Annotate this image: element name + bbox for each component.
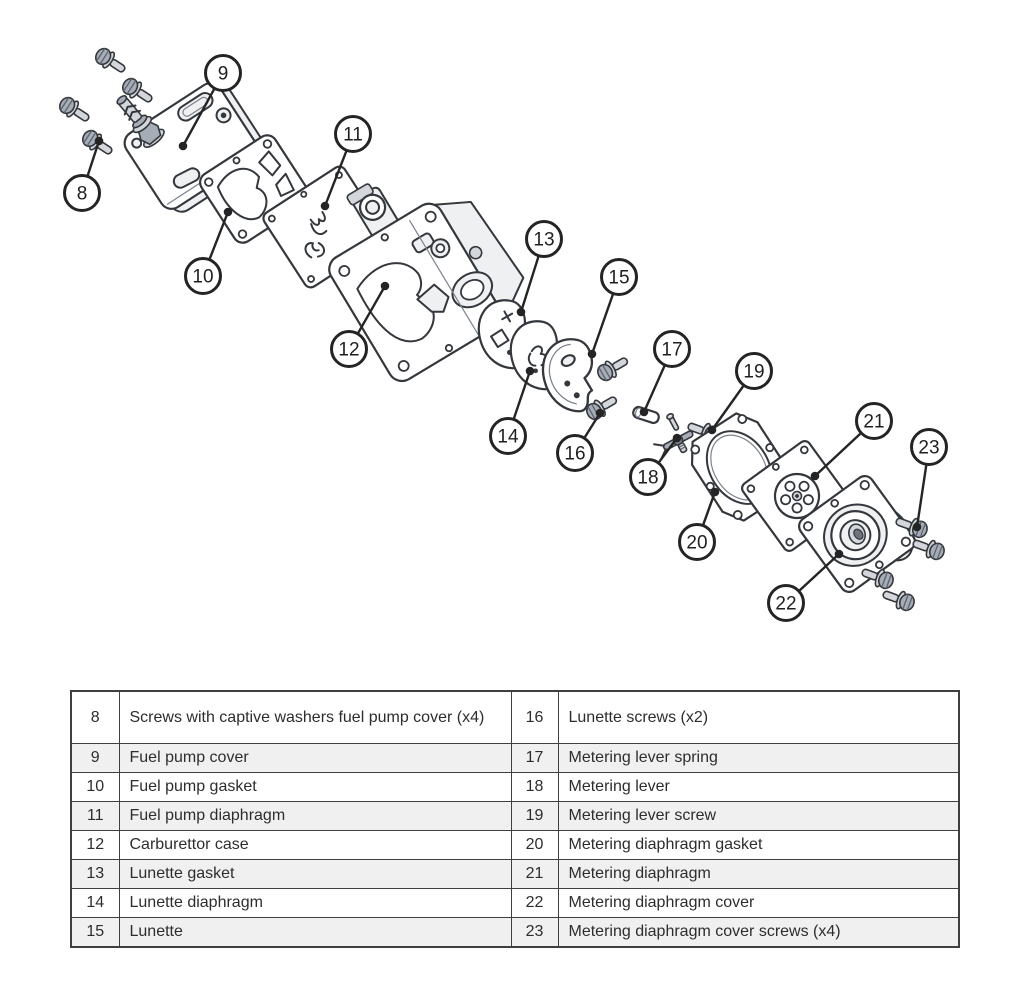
callout-number-10: 10 bbox=[192, 266, 214, 288]
leader-dot-11 bbox=[321, 202, 330, 211]
part-description-cell: Metering diaphragm bbox=[558, 860, 959, 889]
leader-line-17 bbox=[644, 365, 665, 412]
callout-number-8: 8 bbox=[76, 183, 88, 205]
part-number-cell: 19 bbox=[511, 802, 558, 831]
part-description-cell: Metering lever spring bbox=[558, 744, 959, 773]
part-number-cell: 12 bbox=[71, 831, 119, 860]
part-number-cell: 20 bbox=[511, 831, 558, 860]
parts-table bbox=[70, 690, 960, 948]
leader-dot-16 bbox=[596, 409, 605, 418]
callout-number-17: 17 bbox=[661, 339, 683, 361]
callout-number-12: 12 bbox=[338, 339, 360, 361]
leader-dot-8 bbox=[95, 137, 104, 146]
callout-number-15: 15 bbox=[608, 267, 630, 289]
callout-number-23: 23 bbox=[918, 437, 940, 459]
part-number-cell: 11 bbox=[71, 802, 119, 831]
part-description-cell: Metering diaphragm gasket bbox=[558, 831, 959, 860]
callout-number-20: 20 bbox=[686, 532, 708, 554]
leader-dot-13 bbox=[517, 308, 526, 317]
callout-number-21: 21 bbox=[863, 411, 885, 433]
callout-number-22: 22 bbox=[775, 593, 797, 615]
part-number-cell: 15 bbox=[71, 918, 119, 948]
parts-table-row bbox=[71, 831, 959, 860]
part-description-cell: Metering diaphragm cover bbox=[558, 889, 959, 918]
leader-dot-19 bbox=[708, 426, 717, 435]
part-number-cell: 8 bbox=[71, 691, 119, 744]
callout-number-14: 14 bbox=[497, 426, 519, 448]
part-description-cell: Fuel pump diaphragm bbox=[119, 802, 511, 831]
parts-table-row bbox=[71, 773, 959, 802]
leader-dot-18 bbox=[673, 434, 682, 443]
part-description-cell: Carburettor case bbox=[119, 831, 511, 860]
parts-table-row bbox=[71, 918, 959, 948]
parts-table-row bbox=[71, 860, 959, 889]
parts-table-body bbox=[71, 691, 959, 947]
part-description-cell: Screws with captive washers fuel pump cover (x4) bbox=[119, 691, 511, 744]
leader-line-15 bbox=[592, 294, 613, 354]
part-description-cell: Lunette diaphragm bbox=[119, 889, 511, 918]
leader-dot-17 bbox=[640, 408, 649, 417]
leader-dot-15 bbox=[588, 350, 597, 359]
part-number-cell: 9 bbox=[71, 744, 119, 773]
parts-table-row bbox=[71, 691, 959, 744]
callout-number-13: 13 bbox=[533, 229, 555, 251]
part-number-cell: 23 bbox=[511, 918, 558, 948]
part-description-cell: Lunette bbox=[119, 918, 511, 948]
part-description-cell: Fuel pump cover bbox=[119, 744, 511, 773]
parts-table-container bbox=[70, 690, 958, 948]
parts-table-row bbox=[71, 889, 959, 918]
part-number-cell: 17 bbox=[511, 744, 558, 773]
callout-number-9: 9 bbox=[217, 63, 229, 85]
leader-line-10 bbox=[209, 212, 228, 260]
part-number-cell: 16 bbox=[511, 691, 558, 744]
leader-dot-21 bbox=[811, 472, 820, 481]
leader-dot-9 bbox=[179, 142, 188, 151]
leader-dot-12 bbox=[381, 282, 390, 291]
leader-dot-14 bbox=[526, 367, 535, 376]
part-description-cell: Metering diaphragm cover screws (x4) bbox=[558, 918, 959, 948]
part-number-cell: 21 bbox=[511, 860, 558, 889]
callout-number-11: 11 bbox=[343, 124, 363, 146]
part-description-cell: Fuel pump gasket bbox=[119, 773, 511, 802]
part-description-cell: Lunette gasket bbox=[119, 860, 511, 889]
leader-line-20 bbox=[703, 492, 715, 526]
part-number-cell: 22 bbox=[511, 889, 558, 918]
callout-number-18: 18 bbox=[637, 467, 659, 489]
parts-table-row bbox=[71, 744, 959, 773]
part-description-cell: Metering lever bbox=[558, 773, 959, 802]
part-number-cell: 13 bbox=[71, 860, 119, 889]
leader-line-23 bbox=[917, 464, 926, 527]
part-number-cell: 18 bbox=[511, 773, 558, 802]
part-number-cell: 10 bbox=[71, 773, 119, 802]
leader-dot-20 bbox=[711, 488, 720, 497]
part-description-cell: Metering lever screw bbox=[558, 802, 959, 831]
parts-table-row bbox=[71, 802, 959, 831]
part-number-cell: 14 bbox=[71, 889, 119, 918]
callout-number-19: 19 bbox=[743, 361, 765, 383]
callout-number-16: 16 bbox=[564, 443, 586, 465]
leader-line-13 bbox=[521, 256, 539, 312]
leader-dot-23 bbox=[913, 523, 922, 532]
part-description-cell: Lunette screws (x2) bbox=[558, 691, 959, 744]
leader-dot-22 bbox=[835, 550, 844, 559]
leader-dot-10 bbox=[224, 208, 233, 217]
leader-line-21 bbox=[815, 433, 861, 476]
